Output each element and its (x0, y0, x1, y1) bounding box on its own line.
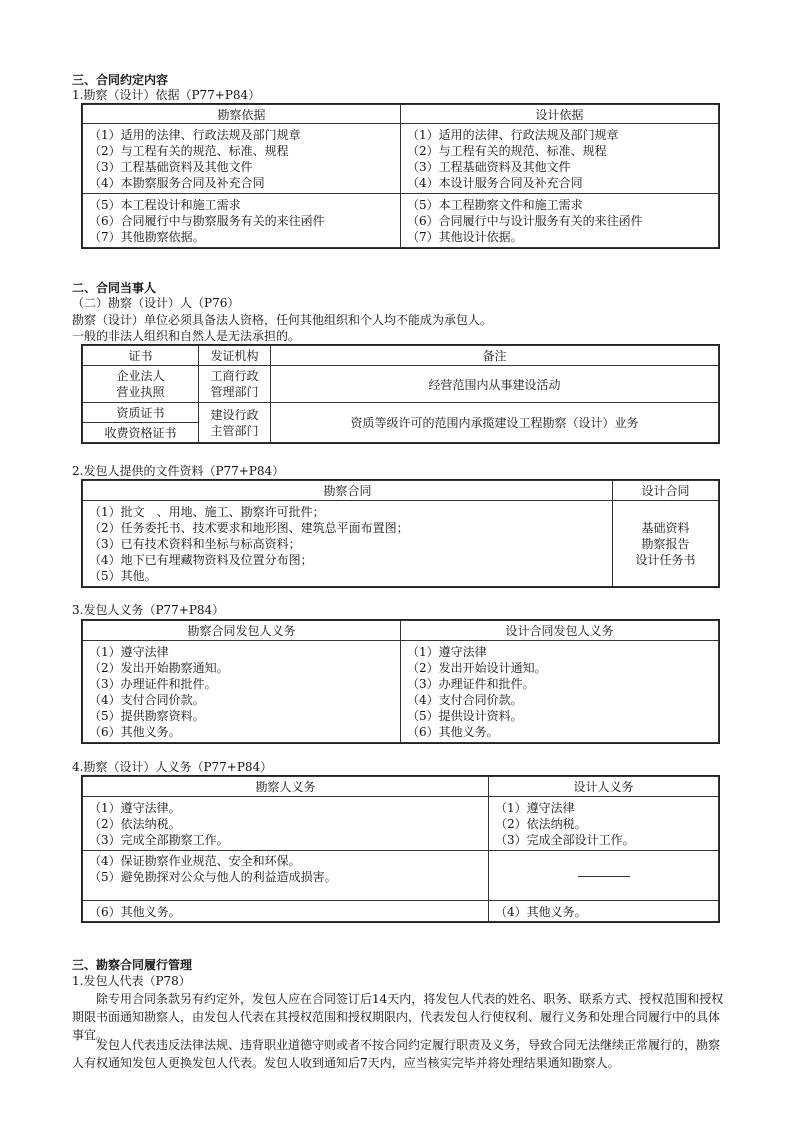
cert-line: 企业法人 (116, 369, 165, 383)
issuer-construction-admin (199, 403, 271, 443)
subheading-surveyor: （二）勘察（设计）人（P76） (72, 296, 240, 310)
issuer-line: 工商行政 (210, 369, 259, 383)
contractor-obligations-table (82, 776, 719, 922)
header-survey-contract: 勘察合同 (83, 481, 613, 501)
list-item: （4）支付合同价款。 (89, 692, 205, 707)
design-employer-obligations (401, 641, 719, 743)
list-item: 基础资料 (641, 520, 690, 535)
list-item: （1）适用的法律、行政法规及部门规章 (407, 127, 619, 142)
header-designer-obligations: 设计人义务 (489, 777, 719, 797)
paragraph-employer-rep-notice: 除专用合同条款另有约定外，发包人应在合同签订后14天内，将发包人代表的姓名、职务、联系方式、授权范围和授权期限书面通知勘察人，由发包人代表在其授权范围和授权期限内，代表发包人行使权利、履行义务和处理合同履行中的具体事宜。 (72, 992, 724, 1042)
paragraph-employer-rep-replace: 发包人代表违反法律法规、违背职业道德守则或者不按合同约定履行职责及义务，导致合同无法继续正常履行的，勘察人有权通知发包人更换发包人代表。发包人收到通知后7天内，应当核实完毕并将处理结果通知勘察人。 (72, 1038, 721, 1070)
section-heading-performance: 三、勘察合同履行管理 (72, 958, 193, 972)
section-heading-contract-content: 三、合同约定内容 (72, 73, 169, 87)
list-item: （7）其他勘察依据。 (89, 229, 205, 244)
list-item: （5）本工程勘察文件和施工需求 (407, 197, 583, 212)
section-heading-parties: 二、合同当事人 (72, 281, 157, 295)
remark-qualification-scope: 资质等级许可的范围内承揽建设工程勘察（设计）业务 (271, 403, 719, 443)
issuer-industry-commerce (199, 366, 271, 403)
survey-employer-obligations (83, 641, 401, 743)
paragraph-non-legal: 一般的非法人组织和自然人是无法承担的。 (72, 329, 301, 343)
list-item: （1）适用的法律、行政法规及部门规章 (89, 127, 301, 142)
header-issuer: 发证机构 (199, 346, 271, 366)
subheading-basis: 1.勘察（设计）依据（P77+P84） (72, 88, 261, 102)
list-item: （3）工程基础资料及其他文件 (407, 159, 571, 174)
header-surveyor-obligations: 勘察人义务 (83, 777, 489, 797)
list-item: （6）其他义务。 (407, 724, 499, 739)
list-item: （6）合同履行中与勘察服务有关的来往函件 (89, 213, 325, 228)
header-survey-basis: 勘察依据 (83, 105, 401, 124)
header-design-contract: 设计合同 (613, 481, 719, 501)
list-item: （2）与工程有关的规范、标准、规程 (407, 143, 607, 158)
design-basis-group1 (401, 124, 719, 194)
surveyor-obligations-group2 (83, 851, 489, 901)
design-documents (613, 501, 719, 587)
list-item: （2）依法纳税。 (495, 816, 587, 831)
certificate-table (82, 345, 719, 443)
issuer-line: 管理部门 (210, 385, 259, 399)
cert-qualification: 资质证书 (83, 403, 199, 423)
survey-basis-group2 (83, 194, 401, 248)
list-item: 勘察报告 (641, 536, 690, 551)
header-survey-employer-obligations: 勘察合同发包人义务 (83, 621, 401, 641)
list-item: （3）工程基础资料及其他文件 (89, 159, 253, 174)
cert-fee-qualification: 收费资格证书 (83, 423, 199, 443)
subheading-employer-rep: 1.发包人代表（P78） (72, 974, 191, 988)
list-item: （2）依法纳税。 (89, 816, 181, 831)
design-basis-group2 (401, 194, 719, 248)
cert-line: 营业执照 (116, 385, 165, 399)
list-item: （4）本设计服务合同及补充合同 (407, 175, 583, 190)
list-item: （3）已有技术资料和坐标与标高资料； (89, 536, 301, 551)
header-design-employer-obligations: 设计合同发包人义务 (401, 621, 719, 641)
surveyor-obligations-group1 (83, 797, 489, 851)
list-item: （3）完成全部勘察工作。 (89, 832, 229, 847)
list-item: （6）其他义务。 (89, 724, 181, 739)
list-item: （3）办理证件和批件。 (89, 676, 217, 691)
survey-basis-group1 (83, 124, 401, 194)
designer-obligations-none (489, 851, 719, 901)
subheading-employer-documents: 2.发包人提供的文件资料（P77+P84） (72, 464, 285, 478)
list-item: （2）任务委托书、技术要求和地形图、建筑总平面布置图； (89, 520, 409, 535)
list-item: （5）避免勘探对公众与他人的利益造成损害。 (89, 870, 337, 884)
basis-table (82, 104, 719, 248)
list-item: （4）本勘察服务合同及补充合同 (89, 175, 265, 190)
list-item: （5）其他。 (89, 568, 157, 583)
subheading-contractor-obligations: 4.勘察（设计）人义务（P77+P84） (72, 760, 273, 774)
cert-business-license (83, 366, 199, 403)
list-item: （3）办理证件和批件。 (407, 676, 535, 691)
header-remarks: 备注 (271, 346, 719, 366)
employer-obligations-table (82, 620, 719, 743)
list-item: （5）提供勘察资料。 (89, 708, 205, 723)
list-item: （1）批文 、用地、施工、勘察许可批件； (89, 504, 325, 519)
documents-table (82, 480, 719, 587)
list-item: （6）合同履行中与设计服务有关的来往函件 (407, 213, 643, 228)
list-item: （5）提供设计资料。 (407, 708, 523, 723)
empty-dash (578, 876, 630, 877)
list-item: （1）遵守法律 (495, 800, 575, 815)
designer-obligations-other: （4）其他义务。 (489, 901, 719, 922)
surveyor-obligations-other: （6）其他义务。 (83, 901, 489, 922)
list-item: （2）发出开始勘察通知。 (89, 660, 229, 675)
list-item: （1）遵守法律。 (89, 800, 181, 815)
subheading-employer-obligations: 3.发包人义务（P77+P84） (72, 603, 225, 617)
issuer-line: 建设行政 (210, 407, 259, 422)
header-design-basis: 设计依据 (401, 105, 719, 124)
list-item: （1）遵守法律 (89, 644, 169, 659)
header-certificate: 证书 (83, 346, 199, 366)
list-item: （1）遵守法律 (407, 644, 487, 659)
list-item: （4）保证勘察作业规范、安全和环保。 (89, 854, 301, 868)
list-item: （3）完成全部设计工作。 (495, 832, 635, 847)
list-item: （4）地下已有埋藏物资料及位置分布图； (89, 552, 313, 567)
survey-documents (83, 501, 613, 587)
list-item: （7）其他设计依据。 (407, 229, 523, 244)
paragraph-legal-person: 勘察（设计）单位必须具备法人资格，任何其他组织和个人均不能成为承包人。 (72, 313, 493, 327)
list-item: （5）本工程设计和施工需求 (89, 197, 241, 212)
list-item: 设计任务书 (635, 552, 696, 567)
issuer-line: 主管部门 (210, 423, 259, 438)
list-item: （2）与工程有关的规范、标准、规程 (89, 143, 289, 158)
list-item: （4）支付合同价款。 (407, 692, 523, 707)
remark-business-scope: 经营范围内从事建设活动 (271, 366, 719, 403)
designer-obligations-group1 (489, 797, 719, 851)
list-item: （2）发出开始设计通知。 (407, 660, 547, 675)
